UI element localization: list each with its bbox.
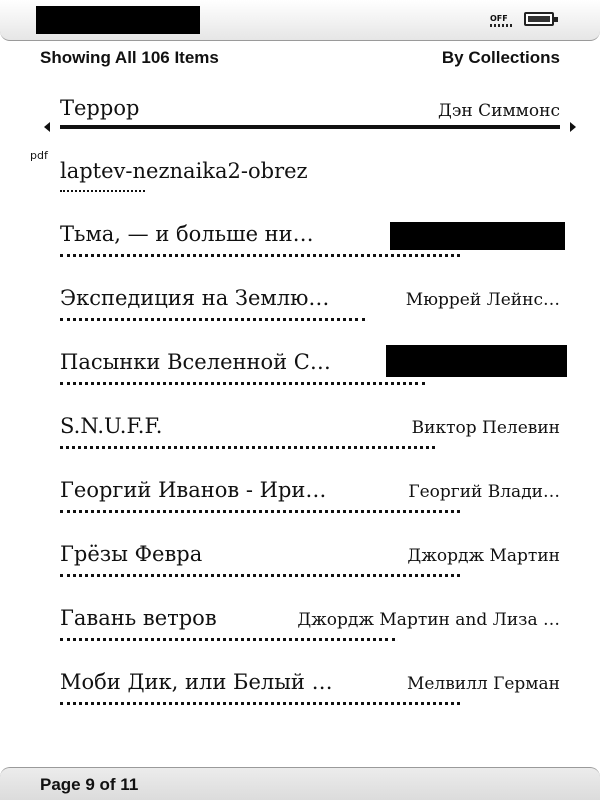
book-title: Георгий Иванов - Ири… (60, 478, 327, 502)
arrow-left-icon (44, 122, 50, 132)
book-author: Дэн Симмонс (438, 101, 560, 121)
page-indicator: Page 9 of 11 (40, 775, 139, 794)
sort-by-button[interactable]: By Collections (441, 48, 560, 67)
reading-progress-bar (60, 190, 145, 192)
book-title: Тьма, — и больше ни… (60, 222, 314, 246)
wireless-label: OFF (490, 14, 508, 23)
book-title: laptev-neznaika2-obrez (60, 159, 308, 183)
list-item[interactable] (0, 224, 600, 288)
book-title: S.N.U.F.F. (60, 414, 163, 438)
list-item[interactable] (0, 416, 600, 480)
book-title: Гавань ветров (60, 606, 217, 630)
book-title: Моби Дик, или Белый … (60, 670, 333, 694)
book-author: Георгий Влади… (408, 482, 560, 502)
item-count-label: Showing All 106 Items (40, 48, 219, 67)
reading-progress-bar (60, 446, 435, 449)
book-author: Виктор Пелевин (411, 418, 560, 438)
list-item[interactable] (0, 352, 600, 416)
reading-progress-bar (60, 254, 460, 257)
file-type-badge: pdf (30, 149, 48, 162)
reading-progress-bar (60, 318, 365, 321)
wireless-status-icon (490, 14, 512, 27)
list-item[interactable] (0, 88, 600, 152)
reading-progress-bar (60, 382, 425, 385)
arrow-right-icon (570, 122, 576, 132)
book-title: Грёзы Февра (60, 542, 203, 566)
book-author: Джордж Мартин (407, 546, 560, 566)
footer-bar (0, 767, 600, 800)
book-author: Джордж Мартин and Лиза … (297, 610, 560, 630)
book-author: Мюррей Лейнс… (405, 290, 560, 310)
reading-progress-bar (60, 638, 395, 641)
list-item[interactable] (0, 672, 600, 736)
reading-progress-bar (60, 702, 460, 705)
status-bar (0, 0, 600, 41)
list-item[interactable] (0, 149, 600, 224)
reading-progress-bar (60, 510, 460, 513)
book-title: Пасынки Вселенной С… (60, 350, 331, 374)
list-item[interactable] (0, 480, 600, 544)
battery-icon (524, 12, 554, 26)
book-author: Мелвилл Герман (406, 674, 560, 694)
list-item[interactable] (0, 608, 600, 672)
redacted-author (390, 222, 565, 250)
list-item[interactable] (0, 544, 600, 608)
book-title: Экспедиция на Землю… (60, 286, 330, 310)
redacted-device-name (36, 6, 200, 34)
book-title: Террор (60, 96, 140, 120)
list-item[interactable] (0, 288, 600, 352)
reading-progress-bar (60, 574, 460, 577)
redacted-author (386, 345, 567, 377)
selection-underline (60, 125, 560, 129)
